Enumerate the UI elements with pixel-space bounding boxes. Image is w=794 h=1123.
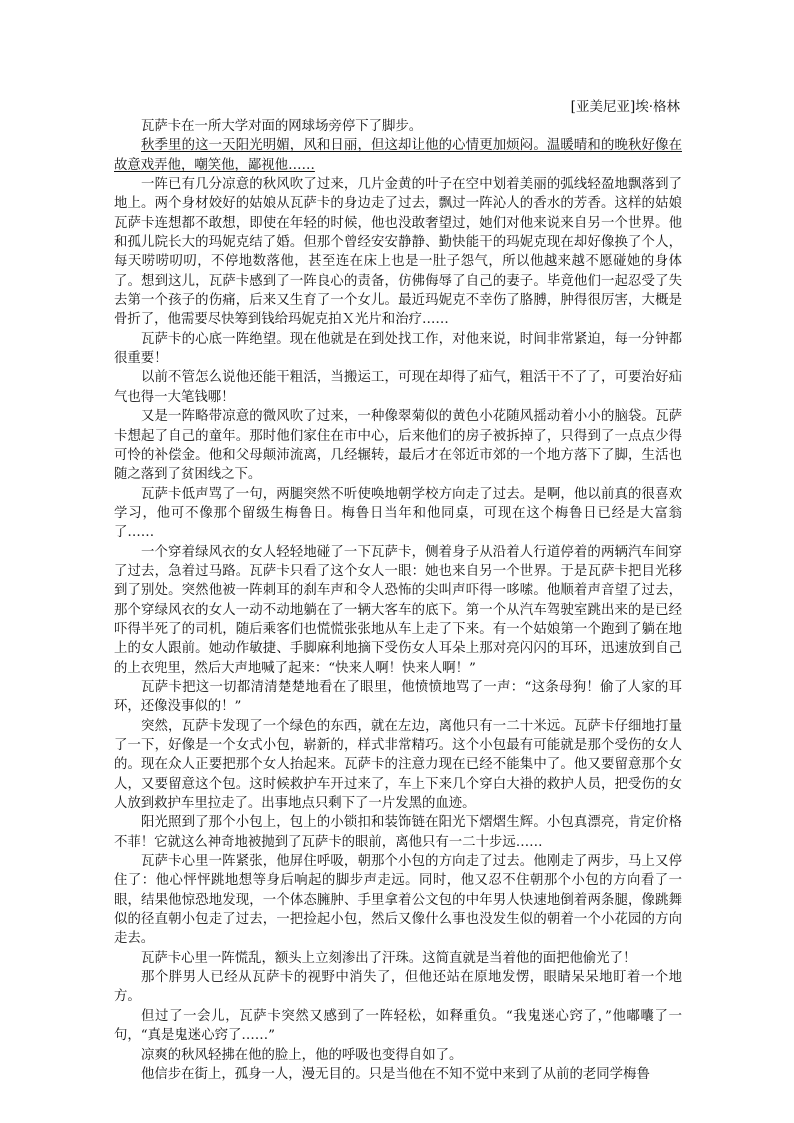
paragraph-14: 那个胖男人已经从瓦萨卡的视野中消失了，但他还站在原地发愣，眼睛呆呆地盯着一个地方。 [114, 970, 682, 1005]
paragraph-15: 但过了一会儿，瓦萨卡突然又感到了一阵轻松，如释重负。“我鬼迷心窍了，”他嘟囔了一句，“真是鬼迷心窍了……” [114, 1008, 682, 1044]
paragraph-5: 以前不管怎么说他还能干粗活，当搬运工，可现在却得了疝气，粗活干不了了，可要治好疝气也得一大笔钱哪！ [114, 370, 682, 405]
paragraph-17: 他信步在街上，孤身一人，漫无目的。只是当他在不知不觉中来到了从前的老同学梅鲁 [141, 1066, 650, 1082]
paragraph-1: 瓦萨卡在一所大学对面的网球场旁停下了脚步。 [141, 119, 423, 134]
paragraph-11: 阳光照到了那个小包上，包上的小锁扣和装饰链在阳光下熠熠生辉。小包真漂亮，肯定价格不菲！它就这么神奇地被抛到了瓦萨卡的眼前，离他只有一二十步远…… [114, 815, 682, 850]
paragraph-4: 瓦萨卡的心底一阵绝望。现在他就是在到处找工作，对他来说，时间非常紧迫，每一分钟都很重要！ [114, 331, 682, 367]
paragraph-6: 又是一阵略带凉意的微风吹了过来，一种像翠菊似的黄色小花随风摇动着小小的脑袋。瓦萨卡想起了自己的童年。那时他们家住在市中心，后来他们的房子被拆掉了，只得到了一点点少得可怜的补偿金。他和父母颠沛流离，几经辗转，最后才在邻近市郊的一个地方落下了脚，生活也随之落到了贫困线之下。 [114, 409, 682, 483]
paragraph-9: 瓦萨卡把这一切都清清楚楚地看在了眼里，他愤愤地骂了一声：“这条母狗！偷了人家的耳环，还像没事似的！” [114, 679, 682, 715]
paragraph-3: 一阵已有几分凉意的秋风吹了过来，几片金黄的叶子在空中划着美丽的弧线轻盈地飘落到了地上。两个身材姣好的姑娘从瓦萨卡的身边走了过去，飘过一阵沁人的香水的芳香。这样的姑娘瓦萨卡连想都不敢想，即使在年轻的时候，他也没敢奢望过，她们对他来说来自另一个世界。他和孤儿院长大的玛妮克结了婚。但那个曾经安安静静、勤快能干的玛妮克现在却好像换了个人，每天唠唠叨叨，不停地数落他，甚至连在床上也是一肚子怨气，所以他越来越不愿碰她的身体了。想到这儿，瓦萨卡感到了一阵良心的责备，仿佛侮辱了自己的妻子。毕竟他们一起忍受了失去第一个孩子的伤痛，后来又生育了一个女儿。最近玛妮克不幸伤了胳膊，肿得很厉害，大概是骨折了，他需要尽快筹到钱给玛妮克拍Ｘ光片和治疗…… [114, 177, 682, 328]
paragraph-10: 突然，瓦萨卡发现了一个绿色的东西，就在左边，离他只有一二十米远。瓦萨卡仔细地打量了一下，好像是一个女式小包，崭新的，样式非常精巧。这个小包最有可能就是那个受伤的女人的。现在众人正要把那个女人抬起来。瓦萨卡的注意力现在已经不能集中了。他又要留意那个女人，又要留意这个包。这时候救护车开过来了，车上下来几个穿白大褂的救护人员，把受伤的女人放到救护车里拉走了。出事地点只剩下了一片发黑的血迹。 [114, 718, 682, 812]
paragraph-13: 瓦萨卡心里一阵慌乱，额头上立刻渗出了汗珠。这简直就是当着他的面把他偷光了！ [141, 950, 637, 966]
story-page [114, 98, 682, 1084]
paragraph-7: 瓦萨卡低声骂了一句，两腿突然不听使唤地朝学校方向走了过去。是啊，他以前真的很喜欢学习，他可不像那个留级生梅鲁日。梅鲁日当年和他同桌，可现在这个梅鲁日已经是大富翁了…… [114, 486, 682, 541]
paragraph-16: 凉爽的秋风轻拂在他的脸上，他的呼吸也变得自如了。 [141, 1047, 463, 1063]
paragraph-2: 秋季里的这一天阳光明媚，风和日丽，但这却让他的心情更加烦闷。温暖晴和的晚秋好像在故意戏弄他，嘲笑他，鄙视他…… [114, 138, 682, 173]
paragraph-12: 瓦萨卡心里一阵紧张，他屏住呼吸，朝那个小包的方向走了过去。他刚走了两步，马上又停住了：他心怦怦跳地想等身后响起的脚步声走远。同时，他又忍不住朝那个小包的方向看了一眼，结果他惊恐地发现，一个体态臃肿、手里拿着公文包的中年男人快速地倒着两条腿，像跳舞似的径直朝小包走了过去，一把捡起小包，然后又像什么事也没发生似的朝着一个小花园的方向走去。 [114, 854, 682, 947]
paragraph-8: 一个穿着绿风衣的女人轻轻地碰了一下瓦萨卡，侧着身子从沿着人行道停着的两辆汽车间穿了过去，急着过马路。瓦萨卡只看了这个女人一眼：她也来自另一个世界。于是瓦萨卡把目光移到了别处。突然他被一阵刺耳的刹车声和令人恐怖的尖叫声吓得一哆嗦。他顺着声音望了过去，那个穿绿风衣的女人一动不动地躺在了一辆大客车的底下。第一个从汽车驾驶室跳出来的是已经吓得半死了的司机，随后乘客们也慌慌张张地从车上走了下来。有一个姑娘第一个跑到了躺在地上的女人跟前。她动作敏捷、手脚麻利地摘下受伤女人耳朵上那对亮闪闪的耳环，迅速放到自己的上衣兜里，然后大声地喊了起来：“快来人啊！快来人啊！” [114, 544, 682, 676]
author-byline: [亚美尼亚]埃·格林 [570, 99, 680, 115]
